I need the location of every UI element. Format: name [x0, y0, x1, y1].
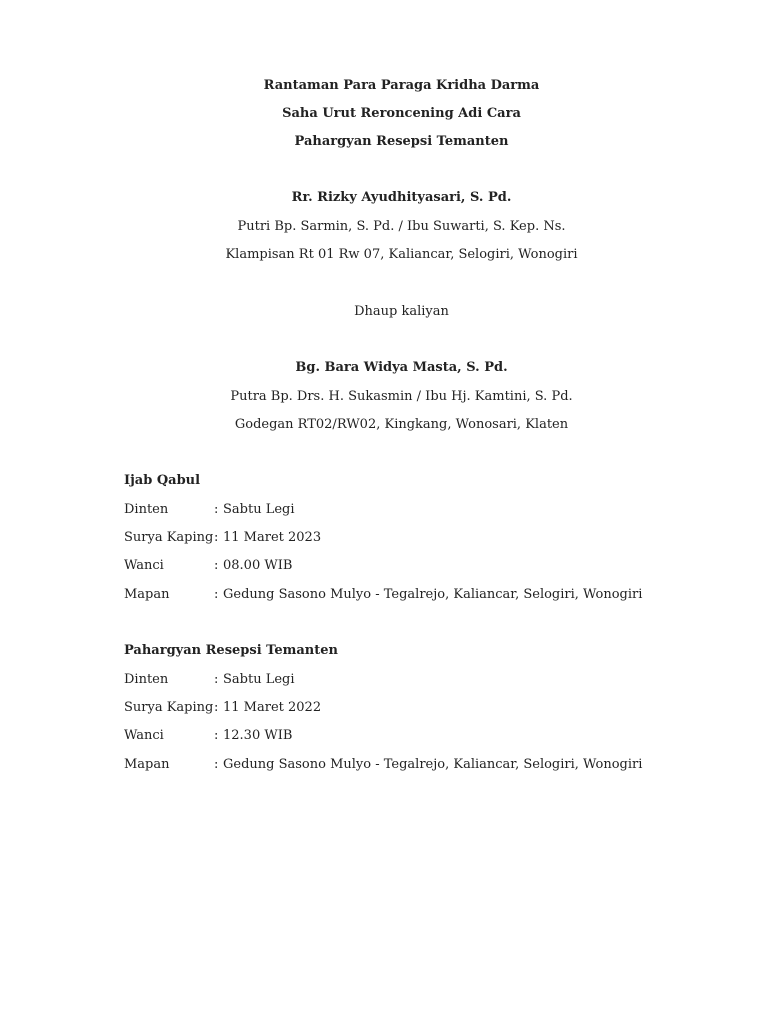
- resepsi-row-value: Sabtu Legi: [223, 672, 295, 687]
- header-title-line3: Pahargyan Resepsi Temanten: [294, 134, 509, 149]
- resepsi-row-label: Dinten: [124, 672, 169, 687]
- ijab-row-colon: :: [214, 558, 219, 573]
- ijab-row-label: Dinten: [124, 502, 169, 517]
- ijab-row-colon: :: [214, 530, 219, 545]
- groom-parents: Putra Bp. Drs. H. Sukasmin / Ibu Hj. Kamtini, S. Pd.: [230, 389, 573, 404]
- ijab-row-label: Surya Kaping: [124, 530, 214, 545]
- ijab-row-value: Sabtu Legi: [223, 502, 295, 517]
- groom-address: Godegan RT02/RW02, Kingkang, Wonosari, Klaten: [234, 417, 569, 432]
- header-title-line1: Rantaman Para Paraga Kridha Darma: [263, 78, 540, 93]
- ijab-row-value: 11 Maret 2023: [223, 530, 322, 545]
- bride-parents: Putri Bp. Sarmin, S. Pd. / Ibu Suwarti, S. Kep. Ns.: [237, 219, 566, 234]
- resepsi-row-mapan: [124, 757, 642, 772]
- ijab-row-label: Mapan: [124, 587, 170, 602]
- bride-name: Rr. Rizky Ayudhityasari, S. Pd.: [291, 190, 512, 205]
- groom-name: Bg. Bara Widya Masta, S. Pd.: [295, 360, 508, 375]
- ijab-section-title: Ijab Qabul: [124, 473, 201, 488]
- connector-text: Dhaup kaliyan: [354, 304, 449, 319]
- resepsi-row-wanci: [124, 728, 292, 743]
- resepsi-section-title: Pahargyan Resepsi Temanten: [124, 643, 338, 658]
- resepsi-row-value: 12.30 WIB: [223, 728, 293, 743]
- resepsi-row-dinten: [124, 672, 295, 687]
- resepsi-row-colon: :: [214, 700, 219, 715]
- header-title-line2: Saha Urut Reroncening Adi Cara: [282, 106, 521, 121]
- resepsi-row-label: Wanci: [124, 728, 164, 743]
- resepsi-row-colon: :: [214, 757, 219, 772]
- resepsi-row-label: Surya Kaping: [124, 700, 214, 715]
- resepsi-row-colon: :: [214, 728, 219, 743]
- resepsi-row-value: Gedung Sasono Mulyo - Tegalrejo, Kaliancar, Selogiri, Wonogiri: [223, 757, 643, 772]
- resepsi-row-label: Mapan: [124, 757, 170, 772]
- ijab-row-colon: :: [214, 587, 219, 602]
- resepsi-row-colon: :: [214, 672, 219, 687]
- ijab-row-value: 08.00 WIB: [223, 558, 293, 573]
- ijab-row-label: Wanci: [124, 558, 164, 573]
- resepsi-row-value: 11 Maret 2022: [223, 700, 322, 715]
- bride-address: Klampisan Rt 01 Rw 07, Kaliancar, Selogiri, Wonogiri: [225, 247, 578, 262]
- ijab-row-colon: :: [214, 502, 219, 517]
- ijab-row-dinten: [124, 502, 295, 517]
- ijab-row-mapan: [124, 587, 642, 602]
- resepsi-row-surya-kaping: [124, 700, 321, 715]
- ijab-row-surya-kaping: [124, 530, 321, 545]
- ijab-row-wanci: [124, 558, 292, 573]
- ijab-row-value: Gedung Sasono Mulyo - Tegalrejo, Kaliancar, Selogiri, Wonogiri: [223, 587, 643, 602]
